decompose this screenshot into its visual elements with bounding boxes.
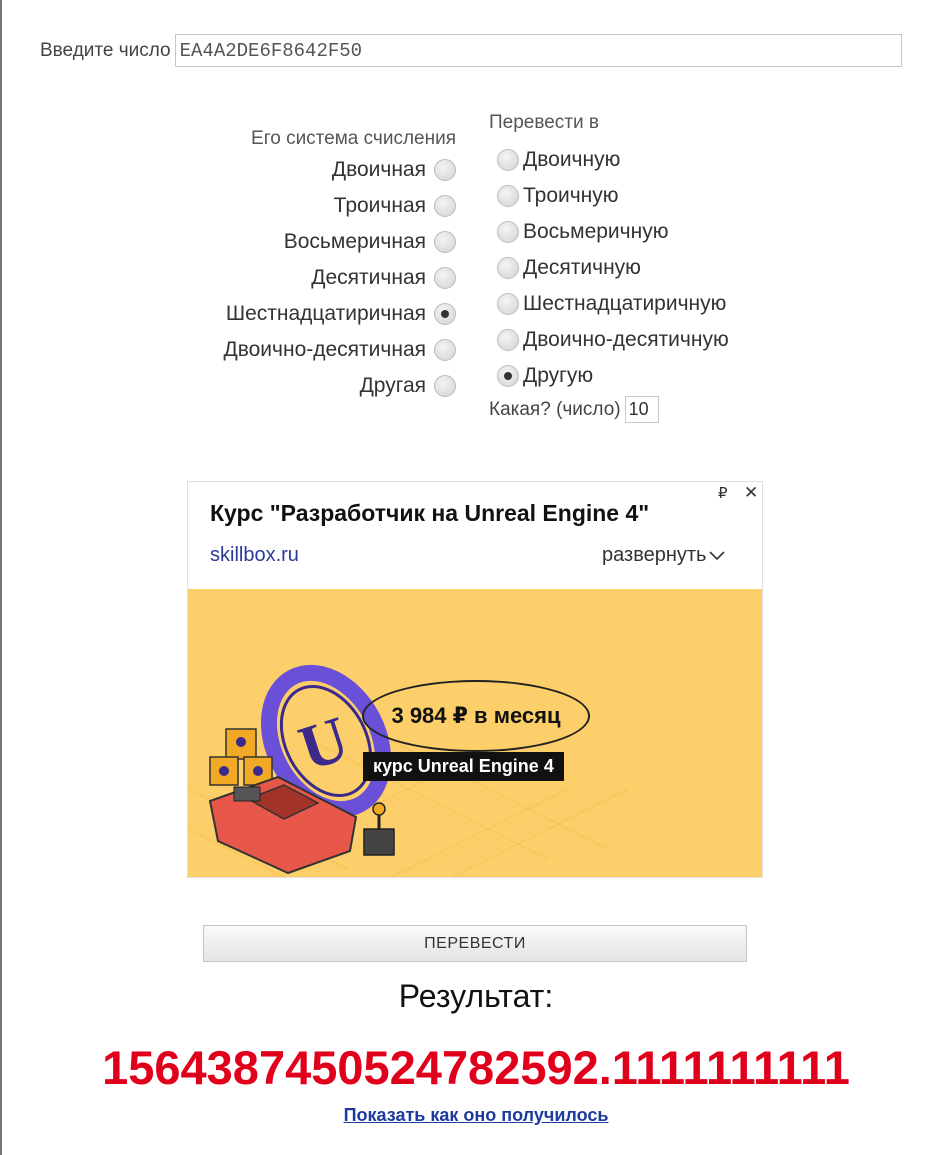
other-base-label: Какая? (число) [489,398,621,420]
source-radio-hex[interactable] [434,303,456,325]
number-input[interactable] [175,34,902,67]
source-radio-decimal[interactable] [434,267,456,289]
source-radio-ternary[interactable] [434,195,456,217]
source-option-bcd[interactable]: Двоично-десятичная [180,332,456,368]
target-option-other[interactable]: Другую [489,358,789,394]
ad-domain-link[interactable]: skillbox.ru [210,544,299,566]
source-radio-octal[interactable] [434,231,456,253]
ruble-icon[interactable]: ₽ [718,485,728,502]
number-input-label: Введите число [40,39,171,61]
chevron-down-icon [708,550,726,562]
source-radio-bcd[interactable] [434,339,456,361]
target-radio-binary[interactable] [497,149,519,171]
target-radio-ternary[interactable] [497,185,519,207]
source-radio-other[interactable] [434,375,456,397]
other-base-input[interactable] [625,396,659,423]
ad-banner-image[interactable] [188,589,763,878]
svg-text:U: U [290,702,357,785]
target-option-bcd[interactable]: Двоично-десятичную [489,322,789,358]
ad-price: 3 984 ₽ в месяц [362,680,590,752]
target-option-decimal[interactable]: Десятичную [489,250,789,286]
target-radio-hex[interactable] [497,293,519,315]
close-icon[interactable]: ✕ [744,483,759,502]
ad-title[interactable]: Курс "Разработчик на Unreal Engine 4" [210,500,650,526]
target-radio-decimal[interactable] [497,257,519,279]
source-base-group [180,128,456,404]
source-base-heading: Его система счисления [251,128,456,149]
ad-course-tag: курс Unreal Engine 4 [363,752,564,781]
ad-block[interactable] [187,481,763,878]
source-option-other[interactable]: Другая [180,368,456,404]
target-radio-octal[interactable] [497,221,519,243]
target-radio-bcd[interactable] [497,329,519,351]
target-option-hex[interactable]: Шестнадцатиричную [489,286,789,322]
target-option-ternary[interactable]: Троичную [489,178,789,214]
source-radio-binary[interactable] [434,159,456,181]
result-label: Результат: [398,978,554,1014]
source-option-binary[interactable]: Двоичная [180,152,456,188]
target-base-heading: Перевести в [489,112,599,133]
number-input-row [40,34,902,67]
target-base-group [489,112,789,423]
other-base-row [489,396,789,423]
result-value: 15643874505247825​92.1111111111 [102,1041,850,1094]
show-steps-link[interactable]: Показать как оно получилось [343,1105,609,1125]
ad-expand-label: развернуть [602,544,707,566]
source-option-octal[interactable]: Восьмеричная [180,224,456,260]
target-radio-other[interactable] [497,365,519,387]
target-option-octal[interactable]: Восьмеричную [489,214,789,250]
ad-expand-button[interactable] [602,544,726,567]
convert-button[interactable]: ПЕРЕВЕСТИ [203,925,747,962]
source-option-hex[interactable]: Шестнадцатиричная [180,296,456,332]
source-option-ternary[interactable]: Троичная [180,188,456,224]
source-option-decimal[interactable]: Десятичная [180,260,456,296]
target-option-binary[interactable]: Двоичную [489,142,789,178]
